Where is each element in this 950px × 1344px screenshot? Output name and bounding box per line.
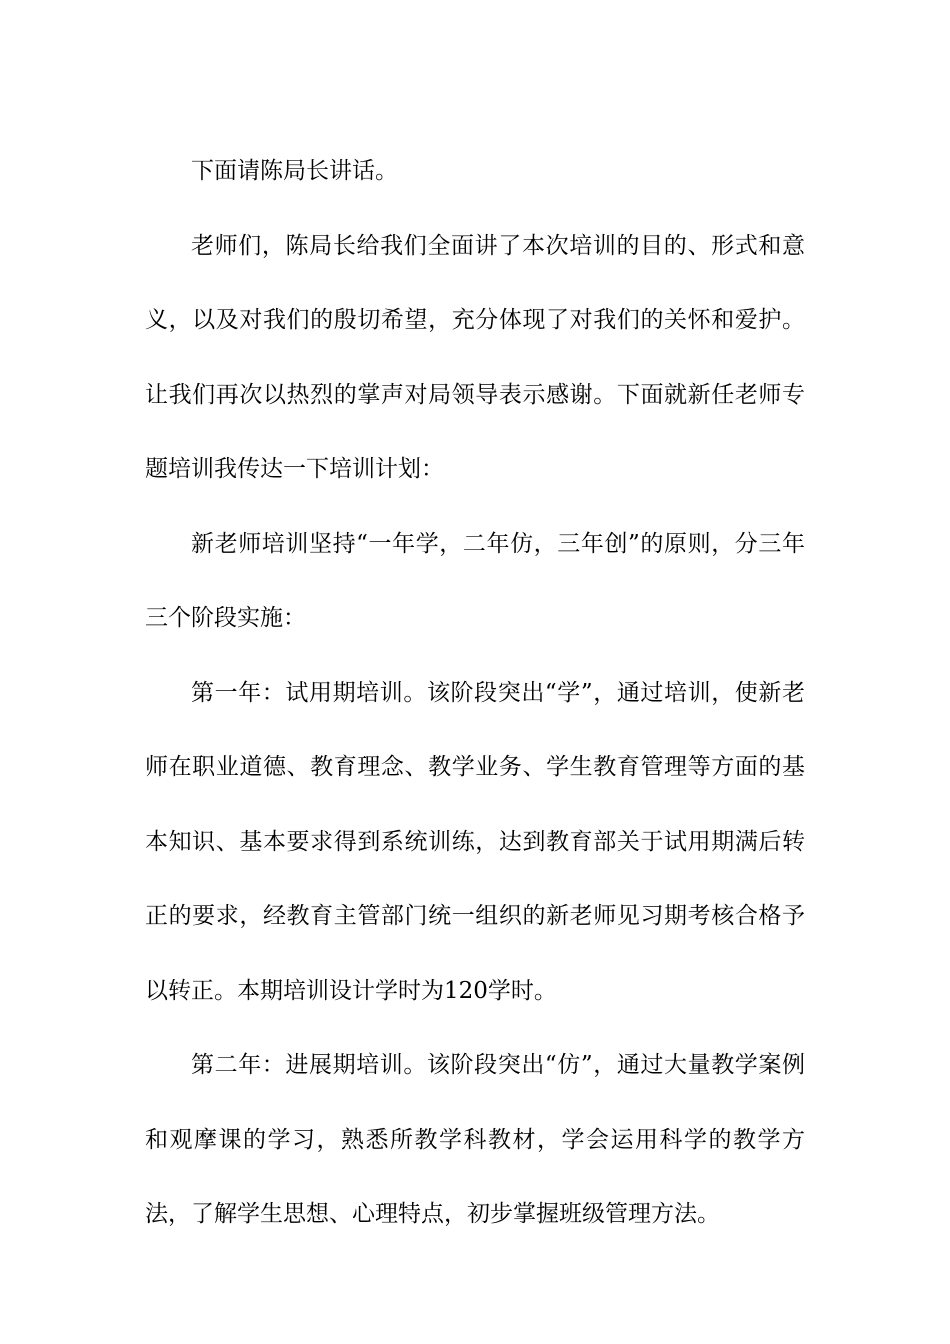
paragraph: 老师们，陈局长给我们全面讲了本次培训的目的、形式和意义，以及对我们的殷切希望，充分体现了对我们的关怀和爱护。让我们再次以热烈的掌声对局领导表示感谢。下面就新任老师专题培训我传达一下培训计划： (145, 232, 805, 482)
paragraph: 新老师培训坚持“一年学，二年仿，三年创”的原则，分三年三个阶段实施： (145, 530, 805, 631)
paragraph: 第二年：进展期培训。该阶段突出“仿”，通过大量教学案例和观摩课的学习，熟悉所教学科教材，学会运用科学的教学方法，了解学生思想、心理特点，初步掌握班级管理方法。 (145, 1052, 805, 1227)
paragraph: 下面请陈局长讲话。 (191, 158, 398, 184)
document-body (145, 134, 805, 1252)
paragraph: 第一年：试用期培训。该阶段突出“学”，通过培训，使新老师在职业道德、教育理念、教学业务、学生教育管理等方面的基本知识、基本要求得到系统训练，达到教育部关于试用期满后转正的要求，经教育主管部门统一组织的新老师见习期考核合格予以转正。本期培训设计学时为120学时。 (145, 679, 805, 1004)
